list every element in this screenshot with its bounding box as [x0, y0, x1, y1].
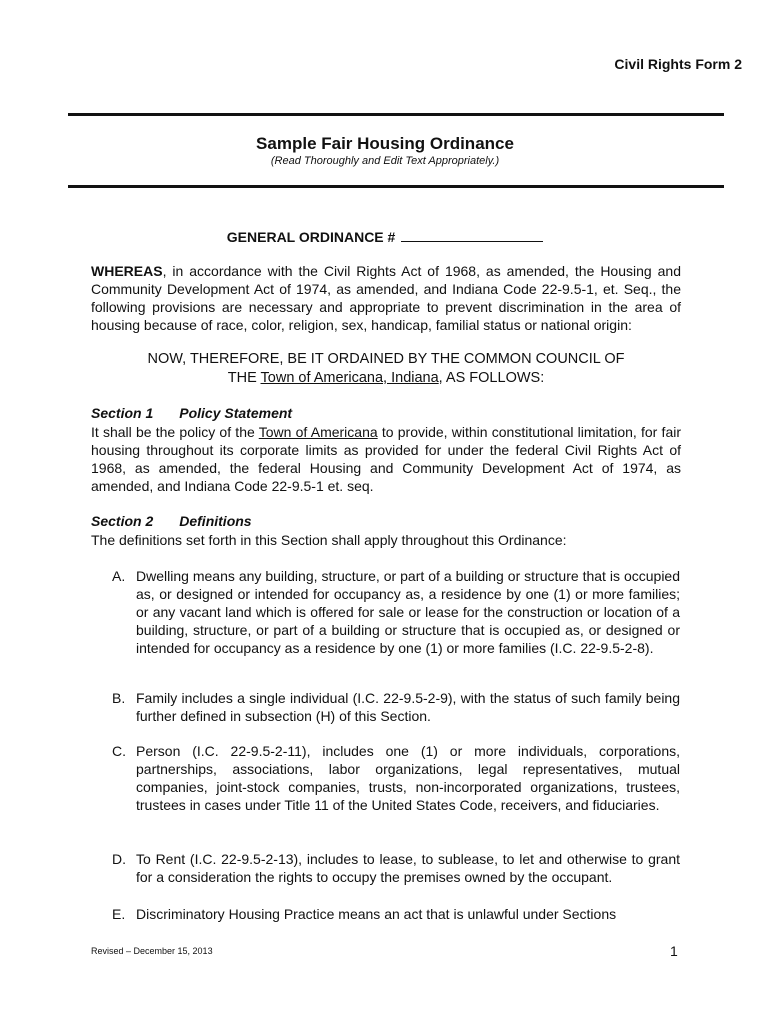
section-1-text-post: to provide, within constitutional limitation, for fair housing throughout its corporate limits as provided for under the federal Civil Rights Act of 1968, as amended, the federal Housing and Community Development Act of 1974, as amended, and Indiana Code 22-9.5-1 et. seq.: [91, 424, 682, 494]
ordained-place: Town of Americana, Indiana: [260, 370, 439, 386]
page-subtitle: (Read Thoroughly and Edit Text Appropriately.): [270, 155, 500, 167]
list-item-letter: D.: [112, 851, 126, 867]
section-1-heading: [91, 405, 292, 421]
ordained-line-2: [91, 369, 681, 388]
section-1-text: [91, 423, 681, 495]
list-item: [112, 850, 680, 886]
list-item: [112, 567, 680, 657]
ordinance-label: GENERAL ORDINANCE #: [226, 229, 396, 245]
form-label: Civil Rights Form 2: [614, 56, 742, 72]
ordained-line-1: NOW, THEREFORE, BE IT ORDAINED BY THE COMMON COUNCIL OF: [147, 351, 625, 367]
section-2-intro: The definitions set forth in this Section shall apply throughout this Ordinance:: [91, 532, 567, 548]
ordained-clause: [91, 350, 681, 388]
list-item-text: Discriminatory Housing Practice means an act that is unlawful under Sections: [136, 906, 617, 922]
section-1-title: Policy Statement: [179, 405, 293, 421]
section-1-place: Town of Americana: [258, 424, 378, 440]
list-item: [112, 742, 680, 814]
top-rule: [68, 113, 724, 116]
list-item-letter: C.: [112, 743, 126, 759]
ordinance-number-blank: [401, 228, 543, 242]
section-2-title: Definitions: [179, 513, 252, 529]
list-item-letter: B.: [112, 690, 126, 706]
list-item-letter: E.: [112, 906, 126, 922]
ordinance-number-line: [0, 228, 770, 245]
list-item-text: Dwelling means any building, structure, or part of a building or structure that is occupied as, or designed or intended for occupancy as, a residence by one (1) or more families; or any vacant land which is offered for sale or lease for the construction or location of a building, structure, or part of a building or structure that is occupied as, or designed or intended for occupancy as a residence by one (1) or more families (I.C. 22-9.5-2-8).: [136, 568, 680, 656]
page-number: 1: [670, 943, 678, 959]
whereas-lead: WHEREAS: [91, 263, 163, 279]
whereas-paragraph: [91, 262, 681, 334]
list-item-text: Family includes a single individual (I.C. 22-9.5-2-9), with the status of such family being further defined in subsection (H) of this Section.: [136, 690, 680, 724]
list-item: [112, 689, 680, 725]
footer-revised: Revised – December 15, 2013: [91, 946, 213, 956]
ordained-line-2-pre: THE: [227, 370, 261, 386]
page-title: Sample Fair Housing Ordinance: [256, 134, 514, 153]
bottom-rule: [68, 185, 724, 188]
list-item-letter: A.: [112, 568, 126, 584]
list-item-text: To Rent (I.C. 22-9.5-2-13), includes to lease, to sublease, to let and otherwise to grant for a consideration the rights to occupy the premises owned by the occupant.: [136, 851, 680, 885]
whereas-text: , in accordance with the Civil Rights Act of 1968, as amended, the Housing and Community Development Act of 1974, as amended, and Indiana Code 22-9.5-1, et. Seq., the following provisions are necessary and appropriate to prevent discrimination in the area of housing because of race, color, religion, sex, handicap, familial status or national origin:: [91, 263, 681, 333]
section-1-text-pre: It shall be the policy of the: [91, 424, 259, 440]
section-2-heading: [91, 513, 252, 529]
section-2-number: Section 2: [91, 513, 154, 529]
list-item: [112, 905, 680, 923]
section-1-number: Section 1: [91, 405, 154, 421]
ordained-line-2-post: , AS FOLLOWS:: [438, 370, 545, 386]
list-item-text: Person (I.C. 22-9.5-2-11), includes one (1) or more individuals, corporations, partnerships, associations, labor organizations, legal representatives, mutual companies, joint-stock companies, trusts, non-incorporated organizations, trustees, trustees in cases under Title 11 of the United States Code, receivers, and fiduciaries.: [136, 743, 680, 813]
